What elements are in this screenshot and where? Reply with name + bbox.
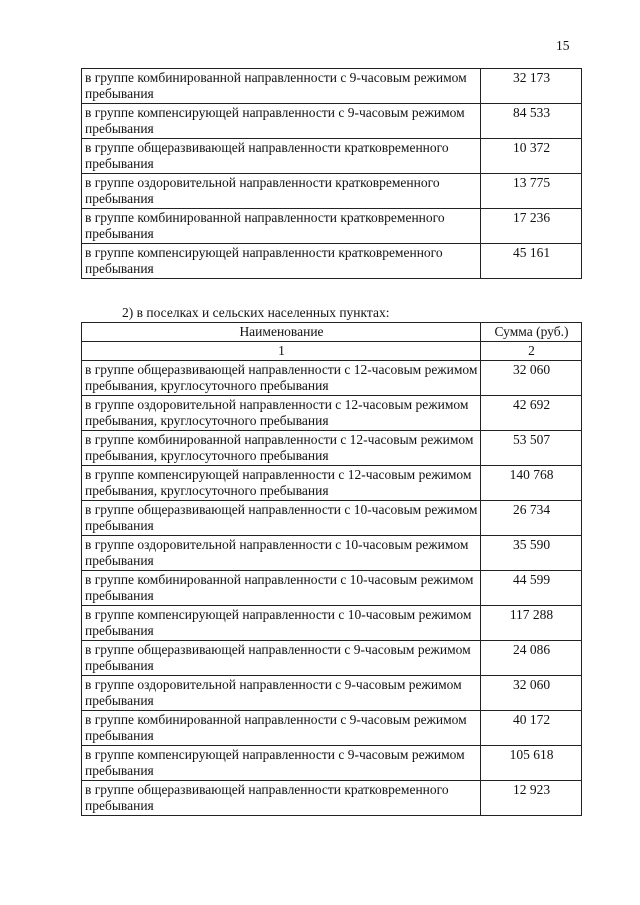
row-sum-cell: 26 734 bbox=[481, 501, 582, 536]
row-sum-cell: 105 618 bbox=[481, 746, 582, 781]
row-name-cell: в группе оздоровительной направленности кратковременного пребывания bbox=[82, 174, 481, 209]
row-name-cell: в группе общеразвивающей направленности с 12-часовым режимом пребывания, круглосуточного пребывания bbox=[82, 361, 481, 396]
tariff-table-villages bbox=[81, 322, 582, 816]
row-sum-cell: 117 288 bbox=[481, 606, 582, 641]
row-sum-cell: 12 923 bbox=[481, 781, 582, 816]
row-name-cell: в группе комбинированной направленности с 12-часовым режимом пребывания, круглосуточного пребывания bbox=[82, 431, 481, 466]
table-row bbox=[82, 711, 582, 746]
row-name-cell: в группе общеразвивающей направленности с 10-часовым режимом пребывания bbox=[82, 501, 481, 536]
row-sum-cell: 13 775 bbox=[481, 174, 582, 209]
table-row bbox=[82, 606, 582, 641]
row-name-cell: в группе общеразвивающей направленности кратковременного пребывания bbox=[82, 781, 481, 816]
row-sum-cell: 42 692 bbox=[481, 396, 582, 431]
tariff-table-continued-body bbox=[82, 69, 582, 279]
row-sum-cell: 53 507 bbox=[481, 431, 582, 466]
table-row bbox=[82, 781, 582, 816]
table-row bbox=[82, 501, 582, 536]
row-name-cell: в группе компенсирующей направленности с 9-часовым режимом пребывания bbox=[82, 104, 481, 139]
tariff-table-header bbox=[82, 323, 582, 361]
row-sum-cell: 35 590 bbox=[481, 536, 582, 571]
row-sum-cell: 140 768 bbox=[481, 466, 582, 501]
row-name-cell: в группе компенсирующей направленности кратковременного пребывания bbox=[82, 244, 481, 279]
row-sum-cell: 32 060 bbox=[481, 361, 582, 396]
row-sum-cell: 24 086 bbox=[481, 641, 582, 676]
row-sum-cell: 10 372 bbox=[481, 139, 582, 174]
table-row bbox=[82, 209, 582, 244]
table-row bbox=[82, 571, 582, 606]
row-name-cell: в группе комбинированной направленности с 10-часовым режимом пребывания bbox=[82, 571, 481, 606]
row-name-cell: в группе оздоровительной направленности с 12-часовым режимом пребывания, круглосуточного пребывания bbox=[82, 396, 481, 431]
table-row bbox=[82, 536, 582, 571]
table-row bbox=[82, 244, 582, 279]
table-row bbox=[82, 396, 582, 431]
table-row bbox=[82, 69, 582, 104]
column-number-row bbox=[82, 342, 582, 361]
table-row bbox=[82, 174, 582, 209]
row-sum-cell: 40 172 bbox=[481, 711, 582, 746]
row-name-cell: в группе оздоровительной направленности с 10-часовым режимом пребывания bbox=[82, 536, 481, 571]
table-row bbox=[82, 139, 582, 174]
table-row bbox=[82, 431, 582, 466]
column-header-name: Наименование bbox=[82, 323, 481, 342]
table-row bbox=[82, 466, 582, 501]
table-row bbox=[82, 676, 582, 711]
row-sum-cell: 44 599 bbox=[481, 571, 582, 606]
table-row bbox=[82, 361, 582, 396]
row-sum-cell: 45 161 bbox=[481, 244, 582, 279]
tariff-table-continued bbox=[81, 68, 582, 279]
row-sum-cell: 32 060 bbox=[481, 676, 582, 711]
column-header-sum: Сумма (руб.) bbox=[481, 323, 582, 342]
row-name-cell: в группе компенсирующей направленности с 9-часовым режимом пребывания bbox=[82, 746, 481, 781]
row-name-cell: в группе общеразвивающей направленности кратковременного пребывания bbox=[82, 139, 481, 174]
row-name-cell: в группе оздоровительной направленности с 9-часовым режимом пребывания bbox=[82, 676, 481, 711]
header-row bbox=[82, 323, 582, 342]
row-sum-cell: 32 173 bbox=[481, 69, 582, 104]
row-name-cell: в группе комбинированной направленности с 9-часовым режимом пребывания bbox=[82, 69, 481, 104]
row-sum-cell: 17 236 bbox=[481, 209, 582, 244]
table-row bbox=[82, 746, 582, 781]
row-sum-cell: 84 533 bbox=[481, 104, 582, 139]
row-name-cell: в группе компенсирующей направленности с 10-часовым режимом пребывания bbox=[82, 606, 481, 641]
section-heading: 2) в поселках и сельских населенных пунктах: bbox=[122, 305, 390, 320]
table-row bbox=[82, 104, 582, 139]
column-number-1: 1 bbox=[82, 342, 481, 361]
table-row bbox=[82, 641, 582, 676]
tariff-table-villages-body bbox=[82, 361, 582, 816]
row-name-cell: в группе комбинированной направленности кратковременного пребывания bbox=[82, 209, 481, 244]
page-number: 15 bbox=[556, 38, 570, 53]
column-number-2: 2 bbox=[481, 342, 582, 361]
row-name-cell: в группе компенсирующей направленности с 12-часовым режимом пребывания, круглосуточного пребывания bbox=[82, 466, 481, 501]
row-name-cell: в группе общеразвивающей направленности с 9-часовым режимом пребывания bbox=[82, 641, 481, 676]
row-name-cell: в группе комбинированной направленности с 9-часовым режимом пребывания bbox=[82, 711, 481, 746]
